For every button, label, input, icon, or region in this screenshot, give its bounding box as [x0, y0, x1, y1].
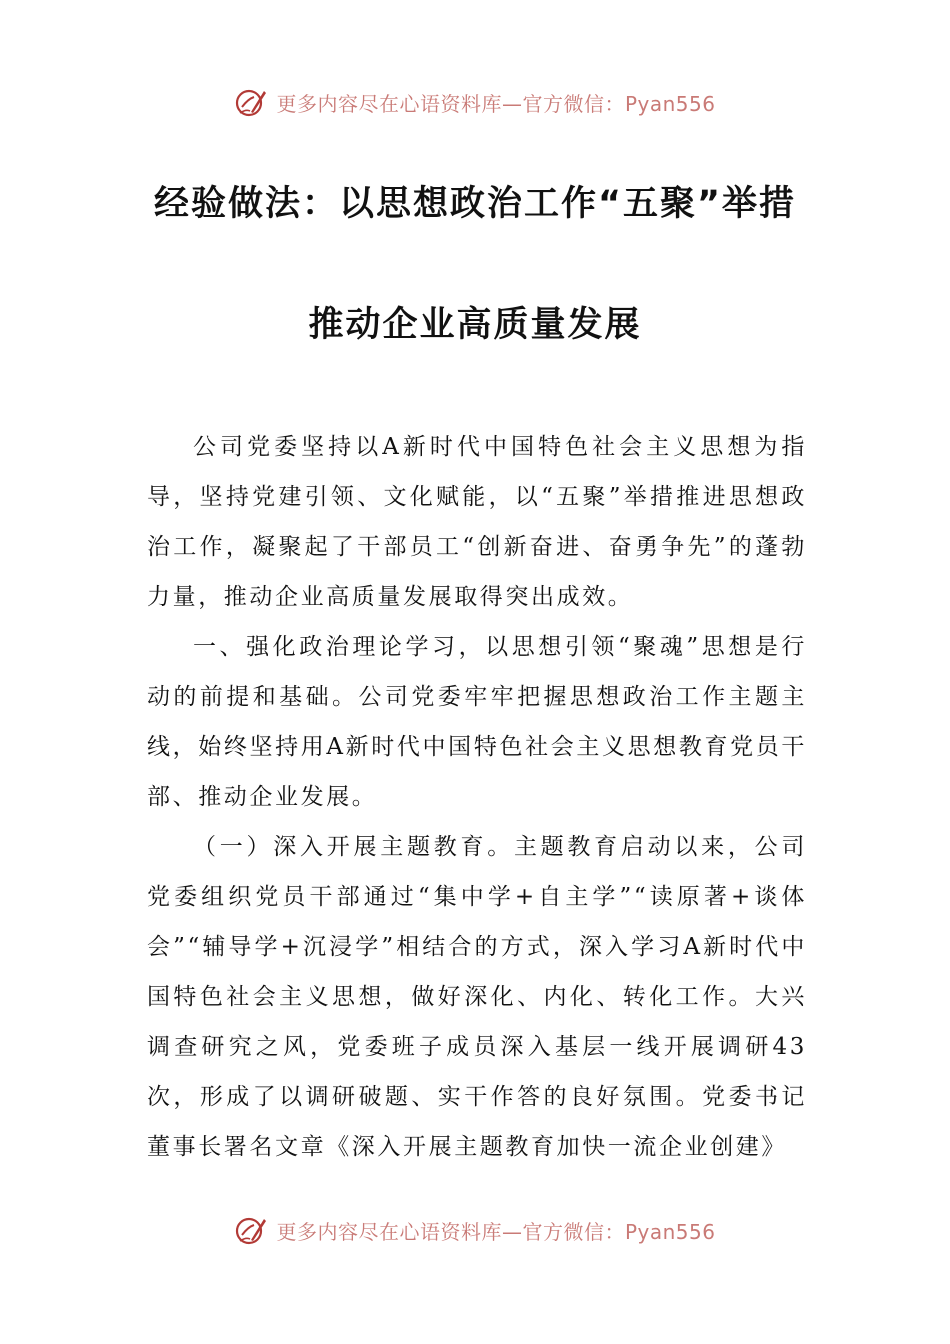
pen-circle-logo-icon [234, 85, 268, 119]
paragraph-intro: 公司党委坚持以A新时代中国特色社会主义思想为指导，坚持党建引领、文化赋能，以“五聚”举措推进思想政治工作，凝聚起了干部员工“创新奋进、奋勇争先”的蓬勃力量，推动企业高质量发展取得突出成效。 [147, 434, 807, 610]
watermark-footer [0, 1210, 950, 1250]
document-title-line-1: 经验做法：以思想政治工作“五聚”举措 [153, 184, 796, 224]
paragraph-subsection-1: （一）深入开展主题教育。主题教育启动以来，公司党委组织党员干部通过“集中学+自主学”“读原著+谈体会”“辅导学+沉浸学”相结合的方式，深入学习A新时代中国特色社会主义思想，做好深化、内化、转化工作。大兴调查研究之风，党委班子成员深入基层一线开展调研43次，形成了以调研破题、实干作答的良好氛围。党委书记董事长署名文章《深入开展主题教育加快一流企业创建》 [147, 834, 807, 1160]
watermark-text: 更多内容尽在心语资料库—官方微信：Pyan556 [276, 91, 716, 116]
paragraph-section-1: 一、强化政治理论学习，以思想引领“聚魂”思想是行动的前提和基础。公司党委牢牢把握思想政治工作主题主线，始终坚持用A新时代中国特色社会主义思想教育党员干部、推动企业发展。 [147, 634, 807, 810]
watermark-text: 更多内容尽在心语资料库—官方微信：Pyan556 [276, 1219, 716, 1244]
document-title-line-2: 推动企业高质量发展 [308, 305, 642, 345]
pen-circle-logo-icon [234, 1213, 268, 1247]
watermark-header [0, 82, 950, 122]
document-body [147, 422, 807, 1172]
